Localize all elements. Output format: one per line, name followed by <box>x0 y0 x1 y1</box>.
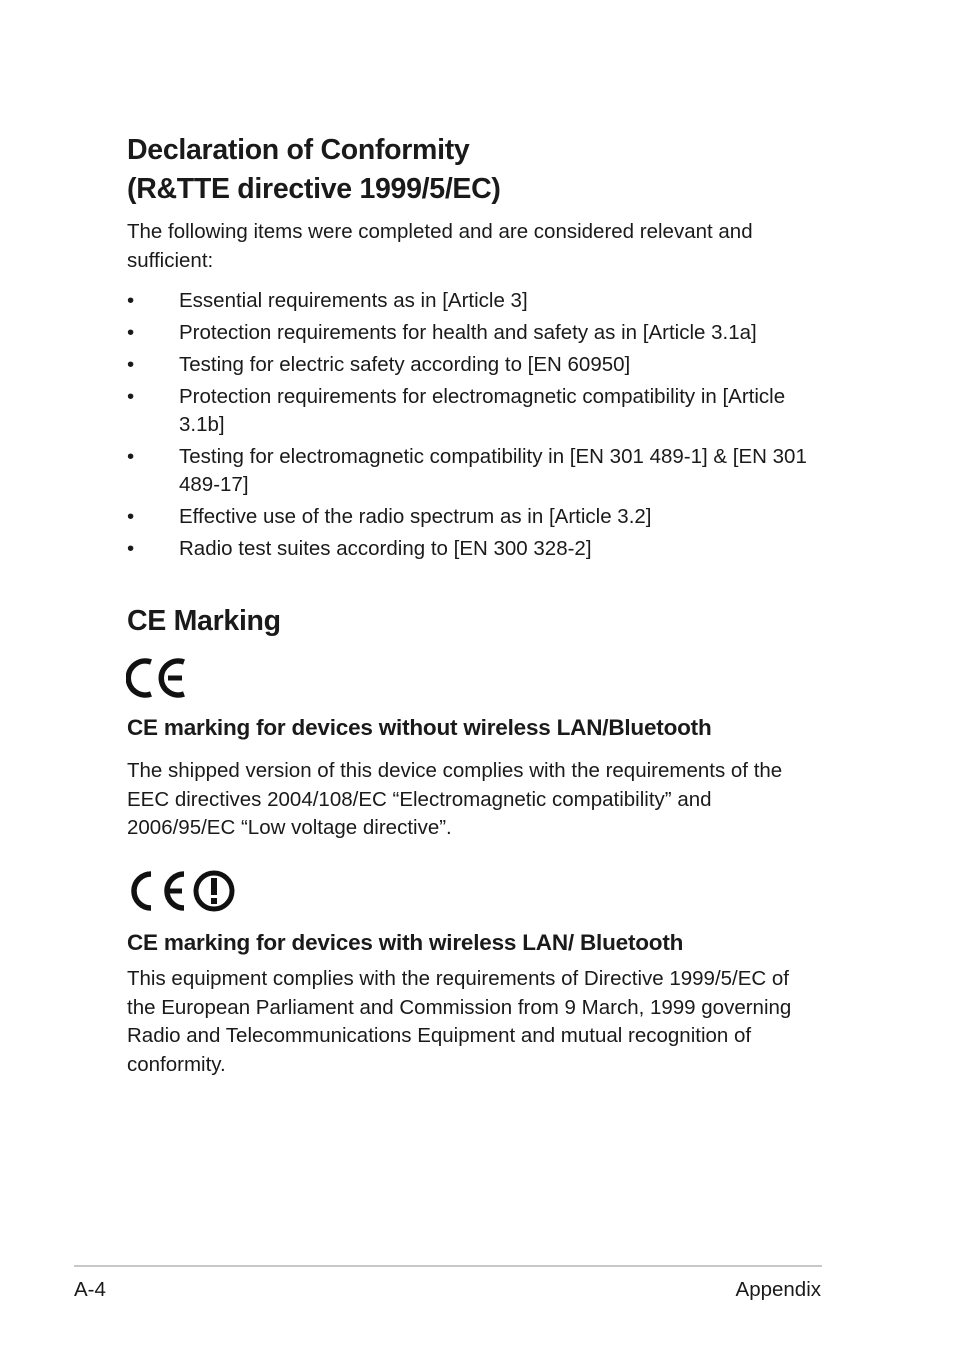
page-number: A-4 <box>74 1278 106 1301</box>
bullet: • <box>127 505 135 528</box>
declaration-title-line2: (R&TTE directive 1999/5/EC) <box>127 173 501 205</box>
list-item-text: Essential requirements as in [Article 3] <box>179 289 528 312</box>
ce-marking-title: CE Marking <box>127 605 281 637</box>
list-item-text: Testing for electromagnetic compatibility in [EN 301 489-1] & [EN 301 489-17] <box>179 445 807 496</box>
list-item <box>127 319 827 347</box>
footer-divider <box>74 1265 822 1267</box>
list-item <box>127 351 827 379</box>
ce-with-wireless-body: This equipment complies with the requirements of Directive 1999/5/EC of the European Parliament and Commission from 9 March, 1999 governing Radio and Telecommunications Equipment and mutual recognition of conformity. <box>127 967 792 1076</box>
list-item <box>127 503 827 531</box>
bullet: • <box>127 445 135 468</box>
bullet: • <box>127 289 135 312</box>
list-item-text: Radio test suites according to [EN 300 328-2] <box>179 537 592 560</box>
declaration-intro: The following items were completed and are considered relevant and sufficient: <box>127 220 753 272</box>
bullet: • <box>127 385 135 408</box>
list-item <box>127 383 827 439</box>
list-item <box>127 287 827 315</box>
list-item-text: Protection requirements for health and safety as in [Article 3.1a] <box>179 321 757 344</box>
list-item-text: Protection requirements for electromagnetic compatibility in [Article 3.1b] <box>179 385 786 436</box>
list-item <box>127 535 827 563</box>
footer-section: Appendix <box>735 1278 821 1301</box>
declaration-title-line1: Declaration of Conformity <box>127 134 470 166</box>
ce-mark-icon <box>126 656 190 705</box>
ce-without-wireless-heading: CE marking for devices without wireless LAN/Bluetooth <box>127 715 712 740</box>
list-item-text: Effective use of the radio spectrum as in [Article 3.2] <box>179 505 652 528</box>
ce-mark-with-alert-icon <box>126 868 238 919</box>
ce-without-wireless-body: The shipped version of this device complies with the requirements of the EEC directives 2004/108/EC “Electromagnetic compatibility” and 2006/95/EC “Low voltage directive”. <box>127 759 783 839</box>
list-item <box>127 443 827 499</box>
declaration-title <box>127 131 827 209</box>
bullet: • <box>127 537 135 560</box>
ce-with-wireless-heading: CE marking for devices with wireless LAN/ Bluetooth <box>127 930 684 955</box>
requirements-list <box>127 287 827 567</box>
bullet: • <box>127 353 135 376</box>
bullet: • <box>127 321 135 344</box>
list-item-text: Testing for electric safety according to [EN 60950] <box>179 353 631 376</box>
